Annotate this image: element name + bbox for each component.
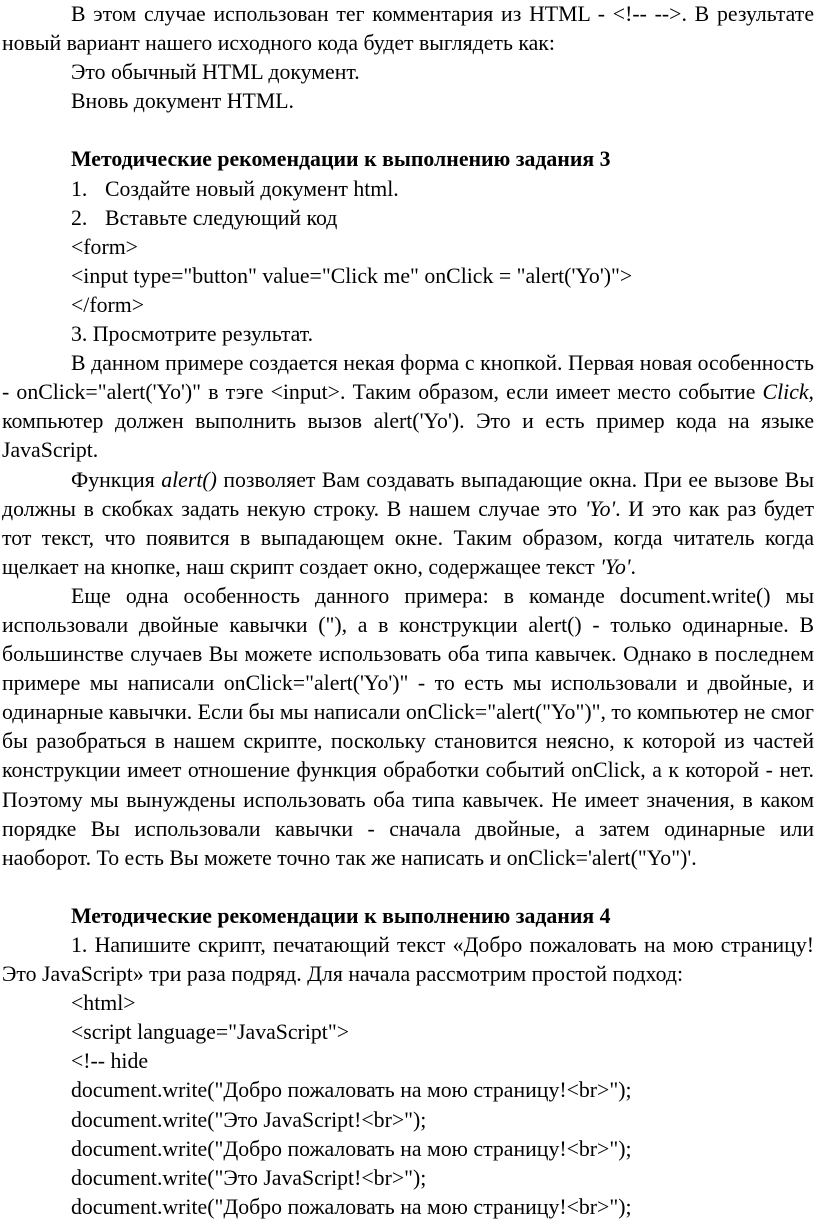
task3-step-1	[2, 175, 814, 204]
text-run: В данном примере создается некая форма с кнопкой. Первая новая особенность - onClick="alert('Yo')" в тэге <input>. Таким образом, если имеет место событие	[2, 351, 814, 405]
code-line: <form>	[71, 234, 138, 259]
italic-term: alert()	[161, 467, 217, 492]
task4-paragraph-1: 1. Напишите скрипт, печатающий текст «Добро пожаловать на мою страницу! Это JavaScript» три раза подряд. Для начала рассмотрим простой подход:	[2, 933, 814, 987]
document-page	[2, 0, 814, 1222]
text-run: позволяет Вам создавать выпадающие окна. При ее вызове Вы должны в скобках задать некую строку. В нашем случае это	[2, 467, 814, 521]
code-line: </form>	[71, 292, 145, 317]
code-line: document.write("Это JavaScript!<br>");	[71, 1165, 427, 1190]
intro-line-1: Это обычный HTML документ.	[71, 60, 360, 85]
code-line: <script language="JavaScript">	[71, 1020, 350, 1045]
italic-term: Click	[762, 380, 809, 405]
step-text: Вставьте следующий код	[105, 205, 338, 230]
step-text: Создайте новый документ html.	[105, 176, 399, 201]
italic-term: 'Yo'	[584, 496, 616, 521]
text-run: .	[630, 554, 636, 579]
code-line: document.write("Это JavaScript!<br>");	[71, 1107, 427, 1132]
task3-paragraph-3: Еще одна особенность данного примера: в команде document.write() мы использовали двойные кавычки ("), а в конструкции alert() - только одинарные. В большинстве случаев Вы можете использовать оба типа кавычек. Однако в последнем примере мы написали onClick="alert('Yo')" - то есть мы использовали и двойные, и одинарные кавычки. Если бы мы написали onClick="alert("Yo")", то компьютер не смог бы разобраться в нашем скрипте, поскольку становится неясно, к которой из частей конструкции имеет отношение функция обработки событий onClick, а к которой - нет. Поэтому мы вынуждены использовать оба типа кавычек. Не имеет значения, в каком порядке Вы использовали кавычки - сначала двойные, а затем одинарные или наоборот. То есть Вы можете точно так же написать и onClick='alert("Yo")'.	[2, 583, 814, 870]
task3-heading: Методические рекомендации к выполнению задания 3	[71, 147, 611, 172]
task3-step-3: 3. Просмотрите результат.	[71, 322, 314, 347]
task3-paragraph-1	[2, 349, 814, 465]
spacer	[2, 873, 814, 902]
code-line: document.write("Добро пожаловать на мою страницу!<br>");	[71, 1194, 632, 1219]
task3-step-2	[2, 204, 814, 233]
intro-paragraph: В этом случае использован тег комментария из HTML - <!-- -->. В результате новый вариант нашего исходного кода будет выглядеть как:	[2, 2, 814, 56]
step-number: 2.	[71, 205, 88, 230]
text-run: . И это как раз будет тот текст, что появится в выпадающем окне. Таким образом, когда читатель когда щелкает на кнопке, наш скрипт создает окно, содержащее текст	[2, 496, 814, 579]
step-number: 1.	[71, 176, 88, 201]
text-run: , компьютер должен выполнить вызов alert('Yo'). Это и есть пример кода на языке JavaScript.	[2, 380, 814, 463]
intro-line-2: Вновь документ HTML.	[71, 89, 294, 114]
italic-term: 'Yo'	[600, 554, 631, 579]
code-line: <html>	[71, 991, 136, 1016]
spacer	[2, 116, 814, 145]
code-line: <input type="button" value="Click me" onClick = "alert('Yo')">	[71, 263, 633, 288]
code-line: document.write("Добро пожаловать на мою страницу!<br>");	[71, 1136, 632, 1161]
task4-heading: Методические рекомендации к выполнению задания 4	[71, 903, 611, 928]
text-run: Функция	[71, 467, 162, 492]
task3-paragraph-2	[2, 466, 814, 582]
code-line: <!-- hide	[71, 1049, 149, 1074]
code-line: document.write("Добро пожаловать на мою страницу!<br>");	[71, 1078, 632, 1103]
